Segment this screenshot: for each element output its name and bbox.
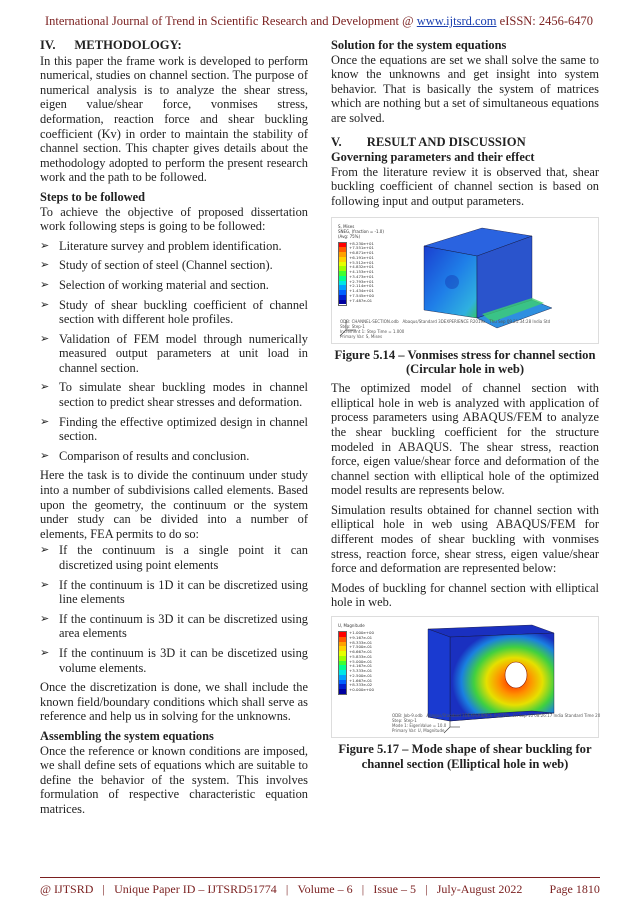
solution-text: Once the equations are set we shall solve the same to know the unknowns and get insight into system behavior. That is basically the system of matrices which are nothing but a set of simultaneous equations are solved. — [331, 52, 599, 125]
caption-line: channel section (Elliptical hole in web) — [361, 756, 569, 771]
journal-url-link[interactable]: www.ijtsrd.com — [416, 14, 497, 28]
list-item: ➢ If the continuum is a single point it can discretized using point elements — [40, 543, 308, 572]
page-header — [0, 14, 638, 29]
journal-name: International Journal of Trend in Scientific Research and Development @ — [44, 14, 417, 28]
channel-back — [428, 629, 450, 721]
legend-value: +2.793e+01 — [349, 278, 375, 284]
legend-value: +7.487e-01 — [349, 297, 373, 303]
legend-value: +1.000e+00 — [349, 630, 375, 636]
legend-value: +4.832e+01 — [349, 264, 375, 270]
footer-sep: | — [102, 882, 105, 896]
legend-value: +6.871e+01 — [349, 250, 375, 256]
list-item: ➢ To simulate shear buckling modes in channel section to predict shear stresses and deformation. — [40, 380, 308, 409]
legend-value: +8.333e-02 — [349, 682, 373, 688]
governing-text: From the literature review it is observed that, shear buckling coefficient of channel section is based on following input and output parameters. — [331, 164, 599, 208]
legend-value: +4.153e+01 — [349, 269, 375, 275]
legend-value: +2.500e-01 — [349, 672, 373, 678]
figure-5-17-caption — [331, 742, 599, 772]
right-column — [331, 38, 599, 776]
assembling-heading: Assembling the system equations — [40, 728, 214, 743]
list-item: ➢ Comparison of results and conclusion. — [40, 449, 308, 464]
list-item: ➢ Validation of FEM model through numerically measured output parameters at unit load in channel section. — [40, 332, 308, 376]
issn: eISSN: 2456-6470 — [496, 14, 594, 28]
steps-intro: To achieve the objective of proposed dissertation work following steps is going to be followed: — [40, 204, 308, 234]
figure-vonmises-stress — [331, 217, 599, 344]
legend-value: +5.512e+01 — [349, 259, 375, 265]
legend-value: +7.551e+01 — [349, 245, 375, 251]
footer-divider — [40, 877, 600, 878]
solution-heading: Solution for the system equations — [331, 38, 507, 52]
caption-line: Figure 5.14 – Vonmises stress for channel section — [334, 347, 596, 362]
legend-value: +6.667e-01 — [349, 649, 373, 655]
legend-value: +8.230e+01 — [349, 240, 375, 246]
legend-value: +7.545e+00 — [349, 292, 375, 298]
figure-footer-text: ODB: CHANNEL-SECTION.odb Abaqus/Standard 3DEXPERIENCE R2019x Thu Sep 09 21:34:28 India Std Step: Step-1 Increment 1: Step Time = 1.000 Primary Var: S, Mises — [340, 318, 551, 339]
figure-footer-text: ODB: Job-9.odb Abaqus/Standard 3DEXPERIENCE R2019x Fri Sep 10 08:26:17 India Standard Time 20 Step: Step-1 Mode 1: EigenValue = 10.0 Primary Var: U, Magnitude — [392, 713, 601, 734]
simulation-text: Simulation results obtained for channel section with elliptical hole in web using ABAQUS/FEM for different modes of shear buckling with vonmises stress, reaction force, shear stress, eigen value/shear force and deformation are represented below: — [331, 502, 599, 576]
methodology-heading: IV. METHODOLOGY: — [40, 38, 182, 52]
legend-value: +5.000e-01 — [349, 658, 373, 664]
legend-value: +1.667e-01 — [349, 677, 373, 683]
discretization-text: Once the discretization is done, we shall include the known field/boundary conditions which shall serve as reference and help us in solving for the unknowns. — [40, 680, 308, 724]
legend-value: +6.191e+01 — [349, 254, 375, 260]
continuum-list — [40, 543, 308, 675]
methodology-text: In this paper the frame work is developed to perform numerical, studies on channel section. The purpose of numerical analysis is to analyze the shear stress, eigen value/shear force, vonmises stress, deformation, reaction force and shear buckling coefficient (Kv) in order to maintain the stability of channel section. This chapter gives details about the methodology adopted to perform the present research work and the path to be followed. — [40, 53, 308, 185]
steps-list — [40, 239, 308, 464]
result-heading: V. RESULT AND DISCUSSION — [331, 134, 526, 149]
assembling-text: Once the reference or known conditions are imposed, we shall define sets of equations which are suitable to define the behavior of the system. This involves formulation of respective characteristic equation matrices. — [40, 743, 308, 816]
legend-value: +8.333e-01 — [349, 639, 373, 645]
legend-value: +2.114e+01 — [349, 283, 375, 289]
legend-title: S, Mises SNEG, (fraction = -1.0) (Avg: 75%) — [338, 223, 384, 239]
channel-web — [450, 633, 554, 721]
page-footer — [40, 882, 600, 897]
footer-unique-id: Unique Paper ID – IJTSRD51774 — [114, 882, 277, 896]
list-item: ➢ Study of shear buckling coefficient of channel section with different hole profiles. — [40, 298, 308, 327]
legend-value: +3.333e-01 — [349, 668, 373, 674]
legend-value: +9.167e-01 — [349, 634, 373, 640]
list-item: ➢ Selection of working material and section. — [40, 278, 308, 293]
legend-value: +1.434e+01 — [349, 288, 375, 294]
footer-journal: @ IJTSRD — [40, 882, 94, 896]
legend-value: +3.473e+01 — [349, 273, 375, 279]
caption-line: (Circular hole in web) — [405, 362, 525, 377]
list-item: ➢ If the continuum is 1D it can be discretized using line elements — [40, 578, 308, 607]
list-item: ➢ If the continuum is 3D it can be discretized using area elements — [40, 612, 308, 641]
left-column — [40, 38, 308, 817]
legend-value: +5.833e-01 — [349, 653, 373, 659]
footer-page: Page 1810 — [549, 882, 600, 896]
footer-sep: | — [361, 882, 365, 896]
figure-5-14-caption — [331, 348, 599, 378]
modes-text: Modes of buckling for channel section with elliptical hole in web. — [331, 580, 599, 610]
legend-title: U, Magnitude — [338, 623, 365, 629]
list-item: ➢ If the continuum is 3D it can be discetized using volume elements. — [40, 646, 308, 675]
optimized-text: The optimized model of channel section with elliptical hole in web is analyzed with application of process parameters using ABAQUS/FEM to analyze the shear buckling coefficient for the structure modeled in ABAQUS. The shear stress, reaction force, eigen value/shear force and deformation of the channel section with elliptical hole of the optimized model results are represents below. — [331, 381, 599, 498]
footer-sep: | — [285, 882, 289, 896]
elliptical-hole — [505, 662, 527, 688]
footer-issue: Issue – 5 — [373, 882, 416, 896]
continuum-text: Here the task is to divide the continuum under study into a number of subdivisions called elements. Based upon the geometry, the continuum or the system under study can be divided into a number of elements, FEA permits to do so: — [40, 468, 308, 541]
legend-value: +7.500e-01 — [349, 644, 373, 650]
footer-volume: Volume – 6 — [297, 882, 353, 896]
governing-heading: Governing parameters and their effect — [331, 150, 535, 165]
legend-value: +0.000e+00 — [349, 687, 375, 693]
list-item: ➢ Finding the effective optimized design in channel section. — [40, 415, 308, 444]
legend-value: +4.167e-01 — [349, 663, 373, 669]
figure-mode-shape — [331, 616, 599, 738]
caption-line: Figure 5.17 – Mode shape of shear buckling for — [338, 742, 592, 757]
footer-sep: | — [425, 882, 428, 896]
footer-date: July-August 2022 — [436, 882, 523, 896]
list-item: ➢ Study of section of steel (Channel section). — [40, 258, 308, 273]
steps-heading: Steps to be followed — [40, 189, 145, 204]
circular-hole — [445, 275, 459, 289]
list-item: ➢ Literature survey and problem identification. — [40, 239, 308, 254]
